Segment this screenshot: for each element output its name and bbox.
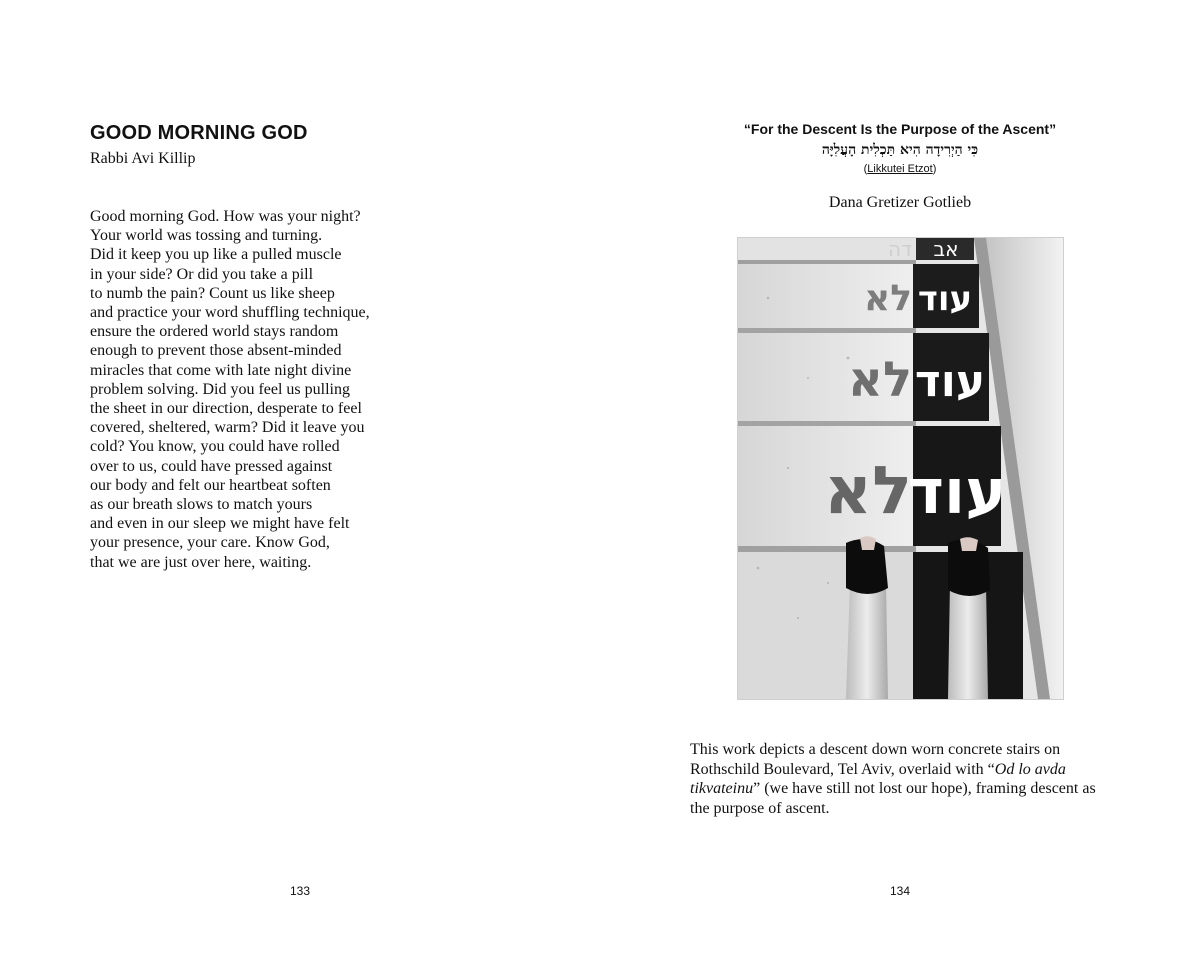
poem-line: covered, sheltered, warm? Did it leave you xyxy=(90,419,365,437)
artwork-caption xyxy=(690,740,1110,818)
artwork-title: “For the Descent Is the Purpose of the Ascent” xyxy=(743,121,1057,137)
poem-line: in your side? Or did you take a pill xyxy=(90,265,314,283)
artwork-hebrew-title: כִּי הַיְרִידָה הִיא תַּכְלִית הָעֲלִיָּה xyxy=(821,142,979,158)
poem-line: our body and felt our heartbeat soften xyxy=(90,476,331,494)
poem-line: Your world was tossing and turning. xyxy=(90,227,323,245)
poem-line: Did it keep you up like a pulled muscle xyxy=(90,246,342,264)
caption-text-1: This work depicts a descent down worn concrete stairs on Rothschild Boulevard, Tel Aviv, overlaid with “ xyxy=(690,741,1061,778)
poem-line: ensure the ordered world stays random xyxy=(90,323,339,341)
poem-title: GOOD MORNING GOD xyxy=(90,122,308,144)
poem-line: Good morning God. How was your night? xyxy=(90,208,361,225)
caption-italic: Od lo avda tikvateinu xyxy=(690,760,1066,797)
poem-line: and practice your word shuffling technique, xyxy=(90,304,370,322)
photo-text-step2-left: לא xyxy=(848,352,912,408)
photo-text-step1-left: לא xyxy=(864,278,912,319)
poem-line: enough to prevent those absent-minded xyxy=(90,342,342,360)
photo-text-top-left: דה xyxy=(888,238,912,261)
poem-line: to numb the pain? Count us like sheep xyxy=(90,284,335,302)
caption-text-2: ” (we have still not lost our hope), framing descent as the purpose of ascent. xyxy=(690,780,1096,817)
page-number: 133 xyxy=(289,884,311,898)
artist-name: Dana Gretizer Gotlieb xyxy=(828,194,972,211)
poem-line: miracles that come with late night divine xyxy=(90,361,352,379)
photo-text-top-right: אב xyxy=(933,238,959,261)
poem-line: the sheet in our direction, desperate to feel xyxy=(90,400,362,418)
source-paren-close: ) xyxy=(932,163,937,175)
photo-text-step3-left: לא xyxy=(824,452,912,529)
artwork-source xyxy=(700,163,1100,175)
page-number: 134 xyxy=(889,884,911,898)
poem-line: over to us, could have pressed against xyxy=(90,457,333,475)
poem-line: that we are just over here, waiting. xyxy=(90,553,312,571)
photo-text-step3-right: עוד xyxy=(907,455,1007,528)
poem-line: cold? You know, you could have rolled xyxy=(90,438,340,456)
poem-body xyxy=(90,207,370,572)
poem-line: problem solving. Did you feel us pulling xyxy=(90,380,350,398)
poem-line: and even in our sleep we might have felt xyxy=(90,515,350,533)
source-link[interactable]: Likkutei Etzot xyxy=(867,163,933,175)
poem-author: Rabbi Avi Killip xyxy=(90,150,196,167)
right-page xyxy=(600,0,1200,960)
photo-text-step2-right: עוד xyxy=(914,356,986,407)
poem-line: your presence, your care. Know God, xyxy=(90,534,330,552)
poem-line: as our breath slows to match yours xyxy=(90,496,313,514)
artwork-photo xyxy=(737,237,1064,700)
source-paren-open: ( xyxy=(863,163,868,175)
photo-text-step1-right: עוד xyxy=(917,279,973,319)
